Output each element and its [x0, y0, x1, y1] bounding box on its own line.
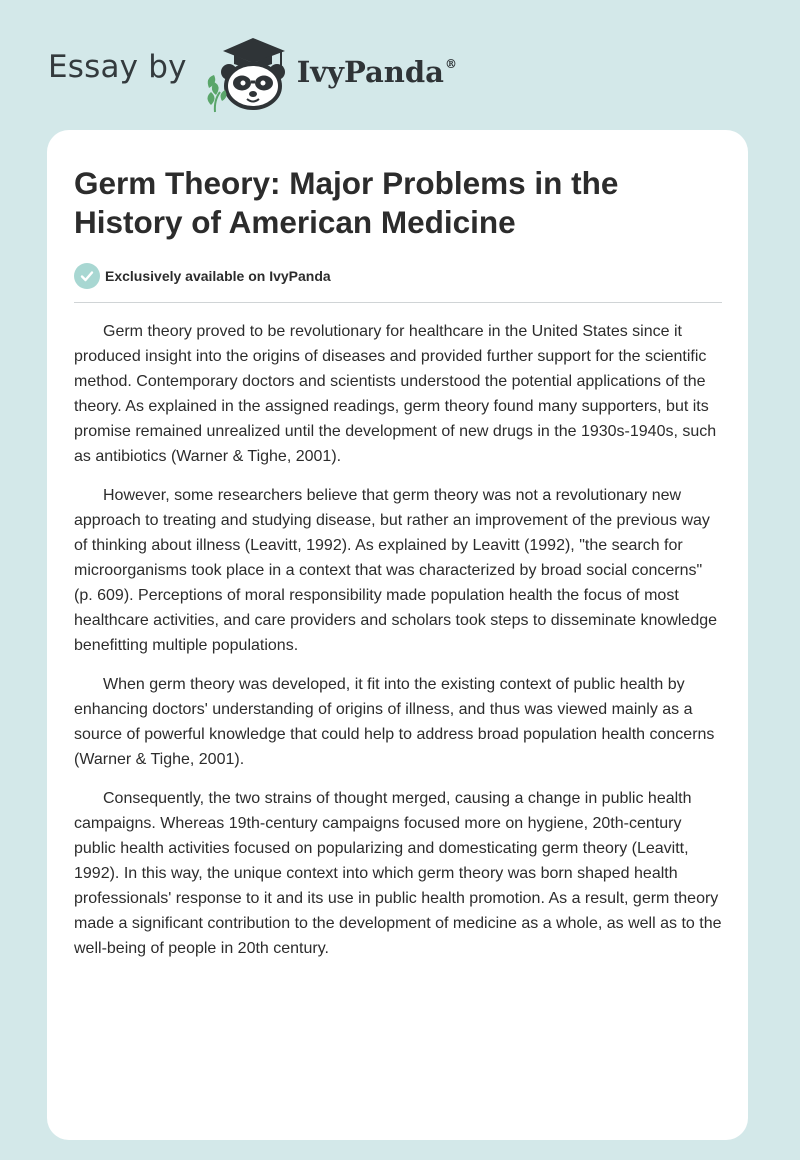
- registered-mark: ®: [444, 57, 457, 71]
- essay-body: [74, 319, 724, 975]
- exclusive-badge: [74, 263, 331, 289]
- panda-graduate-icon[interactable]: [201, 28, 295, 114]
- brand-name[interactable]: IvyPanda®: [296, 55, 457, 89]
- page-title: Germ Theory: Major Problems in the History of American Medicine: [74, 165, 619, 240]
- exclusive-label: Exclusively available on IvyPanda: [105, 268, 331, 284]
- site-header: [48, 28, 457, 114]
- paragraph: However, some researchers believe that germ theory was not a revolutionary new approach to treating and studying disease, but rather an improvement of the previous way of thinking about illness (Leavitt, 1992). As explained by Leavitt (1992), "the search for microorganisms took place in a context that was characterized by broad social concerns" (p. 609). Perceptions of moral responsibility made population health the focus of most healthcare activities, and care providers and scholars took steps to disseminate knowledge benefitting multiple populations.: [74, 487, 718, 654]
- divider: [74, 302, 722, 303]
- paragraph: When germ theory was developed, it fit into the existing context of public health by enhancing doctors' understanding of origins of illness, and thus was viewed mainly as a source of powerful knowledge that could help to address broad population health concerns (Warner & Tighe, 2001).: [74, 676, 715, 768]
- check-icon: [74, 263, 100, 289]
- paragraph: Consequently, the two strains of thought merged, causing a change in public health campaigns. Whereas 19th-century campaigns focused more on hygiene, 20th-century public health activities focused on popularizing and domesticating germ theory (Leavitt, 1992). In this way, the unique context into which germ theory was born shaped health professionals' response to it and its use in public health promotion. As a result, germ theory made a significant contribution to the development of medicine as a whole, as well as to the well-being of people in 20th century.: [74, 790, 722, 957]
- paragraph: Germ theory proved to be revolutionary for healthcare in the United States since it produced insight into the origins of diseases and provided further support for the scientific method. Contemporary doctors and scientists understood the potential applications of the theory. As explained in the assigned readings, germ theory found many supporters, but its promise remained unrealized until the development of new drugs in the 1930s-1940s, such as antibiotics (Warner & Tighe, 2001).: [74, 323, 717, 465]
- essay-by-label: Essay by: [48, 49, 187, 85]
- essay-card: [47, 130, 748, 1140]
